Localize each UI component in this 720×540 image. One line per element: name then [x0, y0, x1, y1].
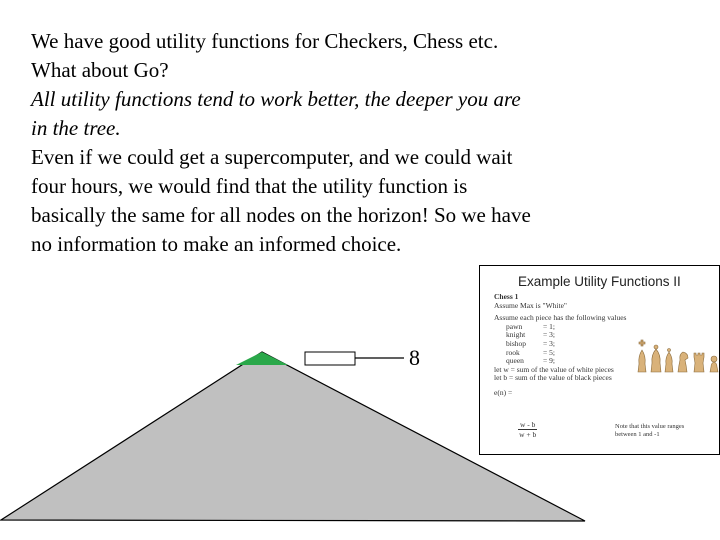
king-piece-icon [638, 340, 646, 372]
pawn-piece-icon [710, 356, 718, 372]
depth-bracket [305, 352, 355, 365]
bishop-piece-icon [665, 349, 673, 373]
piece-value: = 5; [543, 347, 555, 357]
assume-text: Assume Max is "White" [494, 300, 567, 310]
knight-piece-icon [678, 352, 688, 372]
queen-piece-icon [651, 345, 661, 372]
thumbnail-title: Example Utility Functions II [518, 274, 681, 289]
range-note-line-1: Note that this value ranges [615, 423, 685, 430]
piece-name: knight [506, 330, 526, 340]
eval-definition: e(n) = [494, 387, 513, 397]
fraction-denominator: w + b [519, 430, 537, 439]
text-line-5: Even if we could get a supercomputer, and we could wait [31, 145, 513, 169]
utility-slide-thumbnail [479, 265, 720, 455]
depth-label: 8 [409, 345, 420, 370]
piece-value: = 9; [543, 356, 555, 366]
piece-name: pawn [506, 321, 523, 331]
values-intro: Assume each piece has the following values [494, 313, 627, 323]
fraction-numerator: w - b [520, 420, 536, 429]
text-line-4: in the tree. [31, 116, 121, 140]
text-line-7: basically the same for all nodes on the horizon! So we have [31, 203, 531, 227]
piece-value: = 1; [543, 321, 555, 331]
range-note [615, 423, 684, 439]
text-line-8: no information to make an informed choice. [31, 232, 402, 256]
text-line-6: four hours, we would find that the utility function is [31, 174, 468, 198]
eval-fraction [518, 420, 537, 439]
piece-name: queen [506, 356, 524, 366]
piece-value: = 3; [543, 338, 555, 348]
thumbnail-body [494, 293, 626, 398]
text-line-3: All utility functions tend to work better, the deeper you are [31, 87, 521, 111]
chess-pieces-image [636, 336, 720, 376]
let-w-text: let w = sum of the value of white pieces [494, 364, 614, 374]
text-line-1: We have good utility functions for Checkers, Chess etc. [31, 29, 499, 53]
piece-name: bishop [506, 338, 527, 348]
text-line-2: What about Go? [31, 58, 169, 82]
rook-piece-icon [694, 353, 704, 372]
tree-root-region [236, 352, 288, 365]
piece-name: rook [506, 347, 520, 357]
chess-label: Chess 1 [494, 292, 519, 301]
piece-value: = 3; [543, 330, 555, 340]
range-note-line-2: between 1 and -1 [615, 431, 660, 438]
let-b-text: let b = sum of the value of black pieces [494, 373, 612, 383]
